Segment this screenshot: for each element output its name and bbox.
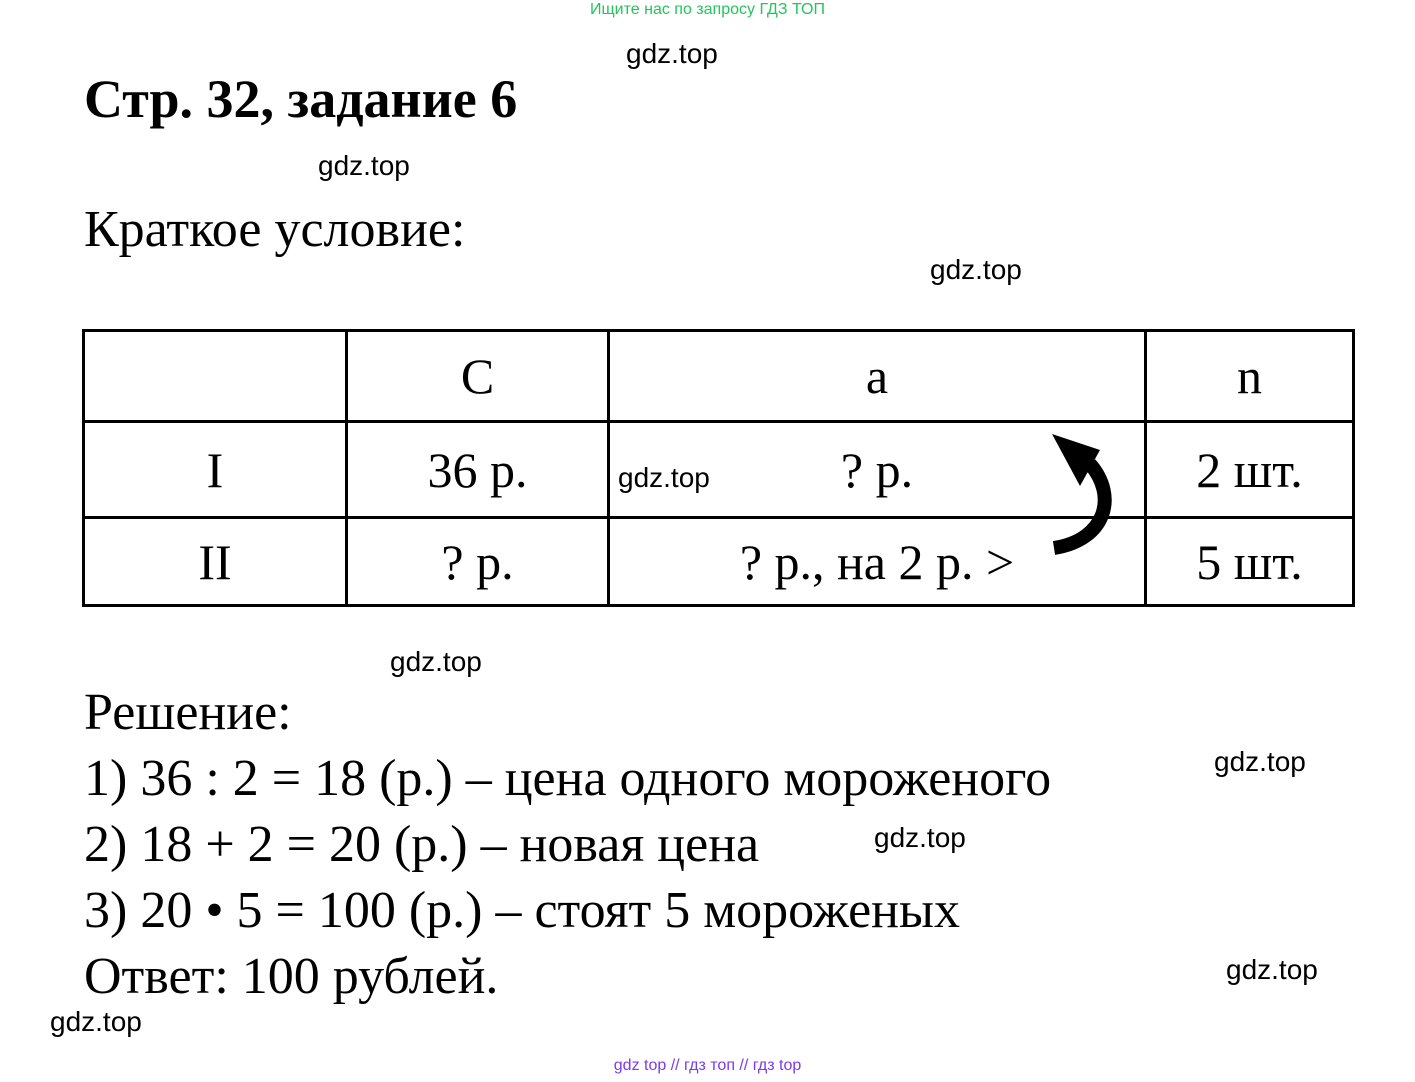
table-cell: II — [84, 518, 347, 606]
table-cell: a — [609, 331, 1146, 422]
watermark: gdz.top — [874, 822, 966, 853]
table-cell: I — [84, 422, 347, 518]
answer: Ответ: 100 рублей. — [84, 948, 499, 1005]
table-cell: ? р. — [609, 422, 1146, 518]
page-title: Стр. 32, задание 6 — [84, 69, 518, 129]
table-header-row — [84, 331, 1354, 422]
solution-step: 2) 18 + 2 = 20 (р.) – новая цена — [84, 816, 760, 873]
condition-table — [82, 329, 1355, 607]
table-cell: n — [1146, 331, 1354, 422]
condition-heading: Краткое условие: — [84, 201, 466, 258]
solution-heading: Решение: — [84, 684, 292, 741]
table-cell: 2 шт. — [1146, 422, 1354, 518]
bottom-banner[interactable]: gdz top // гдз топ // гдз top — [613, 1057, 802, 1074]
watermark: gdz.top — [390, 646, 482, 677]
solution-block — [84, 680, 1051, 1010]
table-cell — [84, 331, 347, 422]
watermark: gdz.top — [626, 38, 718, 69]
table-cell: ? р. — [347, 518, 609, 606]
table-cell: 5 шт. — [1146, 518, 1354, 606]
watermark: gdz.top — [1214, 746, 1306, 777]
table-cell: C — [347, 331, 609, 422]
solution-step: 3) 20 • 5 = 100 (р.) – стоят 5 мороженых — [84, 882, 960, 939]
watermark: gdz.top — [1226, 954, 1318, 985]
table-row — [84, 422, 1354, 518]
watermark: gdz.top — [318, 150, 410, 181]
curved-arrow-icon — [1040, 428, 1120, 564]
top-banner[interactable]: Ищите нас по запросу ГДЗ ТОП — [590, 1, 825, 18]
table-cell: 36 р. — [347, 422, 609, 518]
watermark: gdz.top — [930, 254, 1022, 285]
watermark: gdz.top — [50, 1006, 142, 1037]
table-row — [84, 518, 1354, 606]
solution-step: 1) 36 : 2 = 18 (р.) – цена одного мороженого — [84, 750, 1052, 807]
table-cell: ? р., на 2 р. > — [609, 518, 1146, 606]
watermark: gdz.top — [618, 462, 710, 493]
